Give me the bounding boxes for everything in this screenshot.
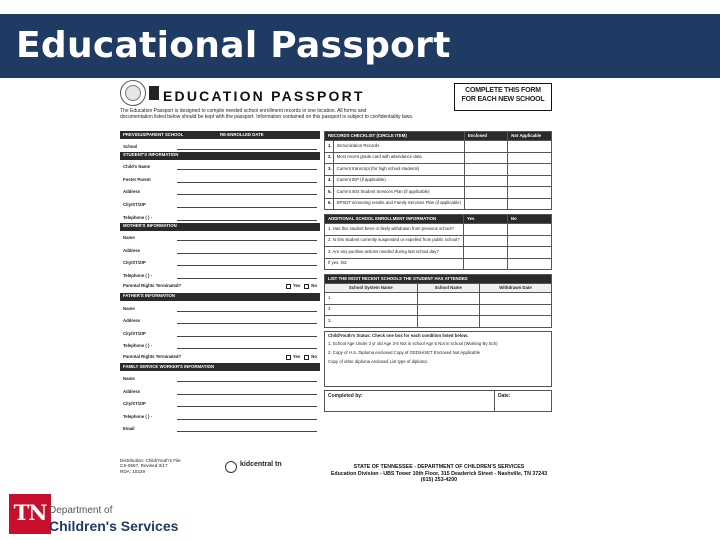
student-field-line[interactable] [177, 194, 317, 195]
family-worker-header: FAMILY SERVICE WORKER'S INFORMATION [120, 363, 320, 371]
records-enclosed-cell[interactable] [464, 152, 507, 164]
enrollment-yes-cell[interactable] [464, 247, 508, 259]
records-na-cell[interactable] [508, 175, 552, 187]
mother-rights-no-checkbox[interactable] [304, 284, 309, 289]
mother-rights-yes-checkbox[interactable] [286, 284, 291, 289]
student-field-label: City/ST/ZIP [123, 202, 146, 208]
enrollment-row [325, 247, 552, 259]
records-row-number: 2. [325, 152, 334, 164]
mother-field[interactable] [120, 268, 320, 281]
enrollment-no-cell[interactable] [508, 235, 552, 247]
mother-info-header: MOTHER'S INFORMATION [120, 223, 320, 231]
enrollment-no-cell[interactable] [508, 258, 552, 270]
student-info-header: STUDENT'S INFORMATION [120, 152, 320, 160]
records-enclosed-cell[interactable] [464, 164, 507, 176]
withdrawn-date-cell[interactable] [480, 293, 552, 305]
school-system-cell[interactable]: 2. [325, 304, 418, 316]
student-field-line[interactable] [177, 207, 317, 208]
family-worker-field-label: Email [123, 426, 135, 432]
mother-field-label: City/ST/ZIP [123, 260, 146, 266]
form-left-column [120, 131, 320, 434]
enrollment-yes-cell[interactable] [464, 258, 508, 270]
father-field[interactable] [120, 301, 320, 314]
state-department-footer: STATE OF TENNESSEE - DEPARTMENT OF CHILDREN'S SERVICES Education Division - UBS Tower 10th Floor, 315 Deaderick Street - Nashville, TN 37243 (615) 253-4200 [330, 464, 548, 484]
records-na-cell[interactable] [508, 198, 552, 210]
student-field[interactable] [120, 185, 320, 198]
records-row-label: Immunization Records [333, 141, 464, 153]
enrollment-no-cell[interactable] [508, 247, 552, 259]
enrollment-info-table: ADDITIONAL SCHOOL ENROLLMENT INFORMATION Yes No 1. Has this student been or likely withdrawn from previous school? 2. Is this student currently suspended or expelled from public school? 3. Are any punitive actions needed during last school day? If yes, list: [324, 214, 552, 270]
slide-title: Educational Passport [16, 25, 451, 66]
records-na-cell[interactable] [508, 164, 552, 176]
family-worker-field[interactable] [120, 371, 320, 384]
family-worker-field[interactable] [120, 409, 320, 422]
records-row [325, 187, 552, 199]
father-field-line[interactable] [177, 348, 317, 349]
records-row [325, 164, 552, 176]
agency-name: Children's Services [49, 518, 179, 534]
mother-field[interactable] [120, 231, 320, 244]
enrollment-question: 1. Has this student been or likely withdrawn from previous school? [325, 224, 464, 236]
student-field-label: Foster Parent [123, 176, 151, 182]
tn-state-seal-icon [120, 80, 146, 106]
records-row-number: 6. [325, 198, 334, 210]
student-field[interactable] [120, 197, 320, 210]
records-row-number: 5. [325, 187, 334, 199]
withdrawn-date-cell[interactable] [480, 316, 552, 328]
father-rights-row: Parental Rights Terminated? Yes No [123, 353, 317, 359]
father-field[interactable] [120, 326, 320, 339]
records-row-number: 1. [325, 141, 334, 153]
school-row [325, 316, 552, 328]
family-worker-field-line[interactable] [177, 419, 317, 420]
records-row-number: 4. [325, 175, 334, 187]
school-row [325, 293, 552, 305]
mother-field-label: Name [123, 235, 135, 241]
family-worker-field[interactable] [120, 422, 320, 435]
records-row [325, 152, 552, 164]
tn-brand-mark-icon [149, 86, 159, 100]
records-row-label: Most recent grade card with attendance data [333, 152, 464, 164]
kidcentral-ring-icon [225, 461, 237, 473]
records-row-label: EPSDT screening results and Family Services Plan (if applicable) [333, 198, 464, 210]
father-fields [120, 301, 320, 351]
enrollment-yes-cell[interactable] [464, 235, 508, 247]
slide-title-bar [0, 14, 720, 78]
records-row-number: 3. [325, 164, 334, 176]
prev-school-header: PREVIOUS/PARENT SCHOOL RE-ENROLLED DATE [120, 131, 320, 139]
family-worker-field[interactable] [120, 384, 320, 397]
mother-fields [120, 231, 320, 281]
family-worker-field-line[interactable] [177, 406, 317, 407]
kidcentral-logo: kidcentral tn [225, 459, 299, 477]
tn-logo: TN [9, 494, 51, 534]
school-field[interactable]: School [120, 139, 320, 152]
school-system-cell[interactable]: 1. [325, 293, 418, 305]
records-row [325, 198, 552, 210]
enrollment-question: 2. Is this student currently suspended or expelled from public school? [325, 235, 464, 247]
mother-field-line[interactable] [177, 253, 317, 254]
father-rights-yes-checkbox[interactable] [286, 355, 291, 360]
enrollment-row [325, 235, 552, 247]
records-enclosed-cell[interactable] [464, 175, 507, 187]
family-worker-field-label: Address [123, 388, 141, 394]
father-field-label: City/ST/ZIP [123, 330, 146, 336]
father-field-line[interactable] [177, 336, 317, 337]
records-enclosed-cell[interactable] [464, 141, 507, 153]
student-field[interactable] [120, 160, 320, 173]
family-worker-field-line[interactable] [177, 431, 317, 432]
completed-by-field[interactable]: Completed by: [325, 391, 495, 411]
form-right-column [324, 131, 552, 412]
completed-by-row [324, 390, 552, 412]
father-field-line[interactable] [177, 311, 317, 312]
records-enclosed-cell[interactable] [464, 187, 507, 199]
records-row [325, 141, 552, 153]
school-system-cell[interactable]: 3. [325, 316, 418, 328]
family-worker-field-label: Telephone ( ) - [123, 413, 153, 419]
youth-status-box: Child/Youth's Status: Check one box for each condition listed below. 1. School Age Under 3 yr old Age 3-5 Not in school Age 5 Not in school (Working By Sch) 2. Copy of H.S. Diploma enclosed Copy of GED/HiSET Enclosed Not Applicable Copy of other diploma enclosed List type of diploma: [324, 331, 552, 387]
enrollment-question: If yes, list: [325, 258, 464, 270]
enrollment-yes-cell[interactable] [464, 224, 508, 236]
father-rights-no-checkbox[interactable] [304, 355, 309, 360]
mother-field-line[interactable] [177, 240, 317, 241]
records-row [325, 175, 552, 187]
enrollment-no-cell[interactable] [508, 224, 552, 236]
father-info-header: FATHER'S INFORMATION [120, 293, 320, 301]
student-field-line[interactable] [177, 169, 317, 170]
mother-field[interactable] [120, 256, 320, 269]
department-label: Department of [49, 505, 113, 516]
mother-field-label: Telephone ( ) - [123, 273, 153, 278]
records-na-cell[interactable] [508, 152, 552, 164]
withdrawn-date-cell[interactable] [480, 304, 552, 316]
family-worker-field-line[interactable] [177, 381, 317, 382]
family-worker-field-label: City/ST/ZIP [123, 401, 146, 407]
student-field-label: Telephone ( ) - [123, 214, 153, 220]
student-field-line[interactable] [177, 182, 317, 183]
records-row-label: Current 504 Student Services Plan (if applicable) [333, 187, 464, 199]
records-na-cell[interactable] [508, 141, 552, 153]
family-worker-field-label: Name [123, 375, 135, 381]
father-field-label: Telephone ( ) - [123, 343, 153, 349]
student-field-label: Child's Name [123, 164, 151, 170]
mother-rights-row: Parental Rights Terminated? Yes No [123, 283, 317, 289]
enrollment-row [325, 258, 552, 270]
mother-field-line[interactable] [177, 278, 317, 279]
records-row-label: Current transcript (for high school students) [333, 164, 464, 176]
father-field-label: Address [123, 318, 141, 324]
education-passport-form [117, 78, 554, 484]
father-field[interactable] [120, 314, 320, 327]
form-distribution-info: Distribution: Child/Youth's File CS-0657, Revised 3/17 RDA: 10229 [120, 458, 181, 474]
father-field[interactable] [120, 339, 320, 352]
enrollment-question: 3. Are any punitive actions needed during last school day? [325, 247, 464, 259]
school-row [325, 304, 552, 316]
father-field-label: Name [123, 305, 135, 311]
enrollment-row [325, 224, 552, 236]
student-field[interactable] [120, 172, 320, 185]
date-field[interactable]: Date: [498, 392, 511, 399]
form-intro: The Education Passport is designed to compile needed school enrollment records in one location. All forms and documentation listed below should be kept with the passport. Information contained on this passport is subject to confidentiality laws. [120, 108, 414, 120]
father-field-line[interactable] [177, 323, 317, 324]
records-checklist-table: RECORDS CHECKLIST (CIRCLE ITEM) Enclosed Not Applicable 1. Immunization Records 2. Most recent grade card with attendance data 3. Current transcript (for high school students) 4. Current IEP (if applicable) 5. Current 504 Student Services Plan (if applicable) 6. EPSDT screening results and Family Services Plan (if applicable) [324, 131, 552, 210]
family-worker-field[interactable] [120, 397, 320, 410]
complete-form-notice: COMPLETE THIS FORM FOR EACH NEW SCHOOL [454, 83, 552, 111]
recent-schools-table: LIST THE MOST RECENT SCHOOLS THE STUDENT HAS ATTENDED School System Name School Name Withdrawn Date 1. 2. 3. [324, 274, 552, 328]
student-field[interactable] [120, 210, 320, 223]
records-row-label: Current IEP (if applicable) [333, 175, 464, 187]
mother-field[interactable] [120, 243, 320, 256]
school-name-cell[interactable] [417, 316, 479, 328]
records-na-cell[interactable] [508, 187, 552, 199]
mother-field-label: Address [123, 247, 141, 253]
family-worker-fields [120, 371, 320, 434]
school-name-cell[interactable] [417, 304, 479, 316]
form-title: EDUCATION PASSPORT [163, 88, 365, 104]
student-field-line[interactable] [177, 220, 317, 221]
family-worker-field-line[interactable] [177, 394, 317, 395]
mother-field-line[interactable] [177, 265, 317, 266]
records-enclosed-cell[interactable] [464, 198, 507, 210]
student-fields [120, 160, 320, 223]
school-name-cell[interactable] [417, 293, 479, 305]
student-field-label: Address [123, 189, 141, 195]
